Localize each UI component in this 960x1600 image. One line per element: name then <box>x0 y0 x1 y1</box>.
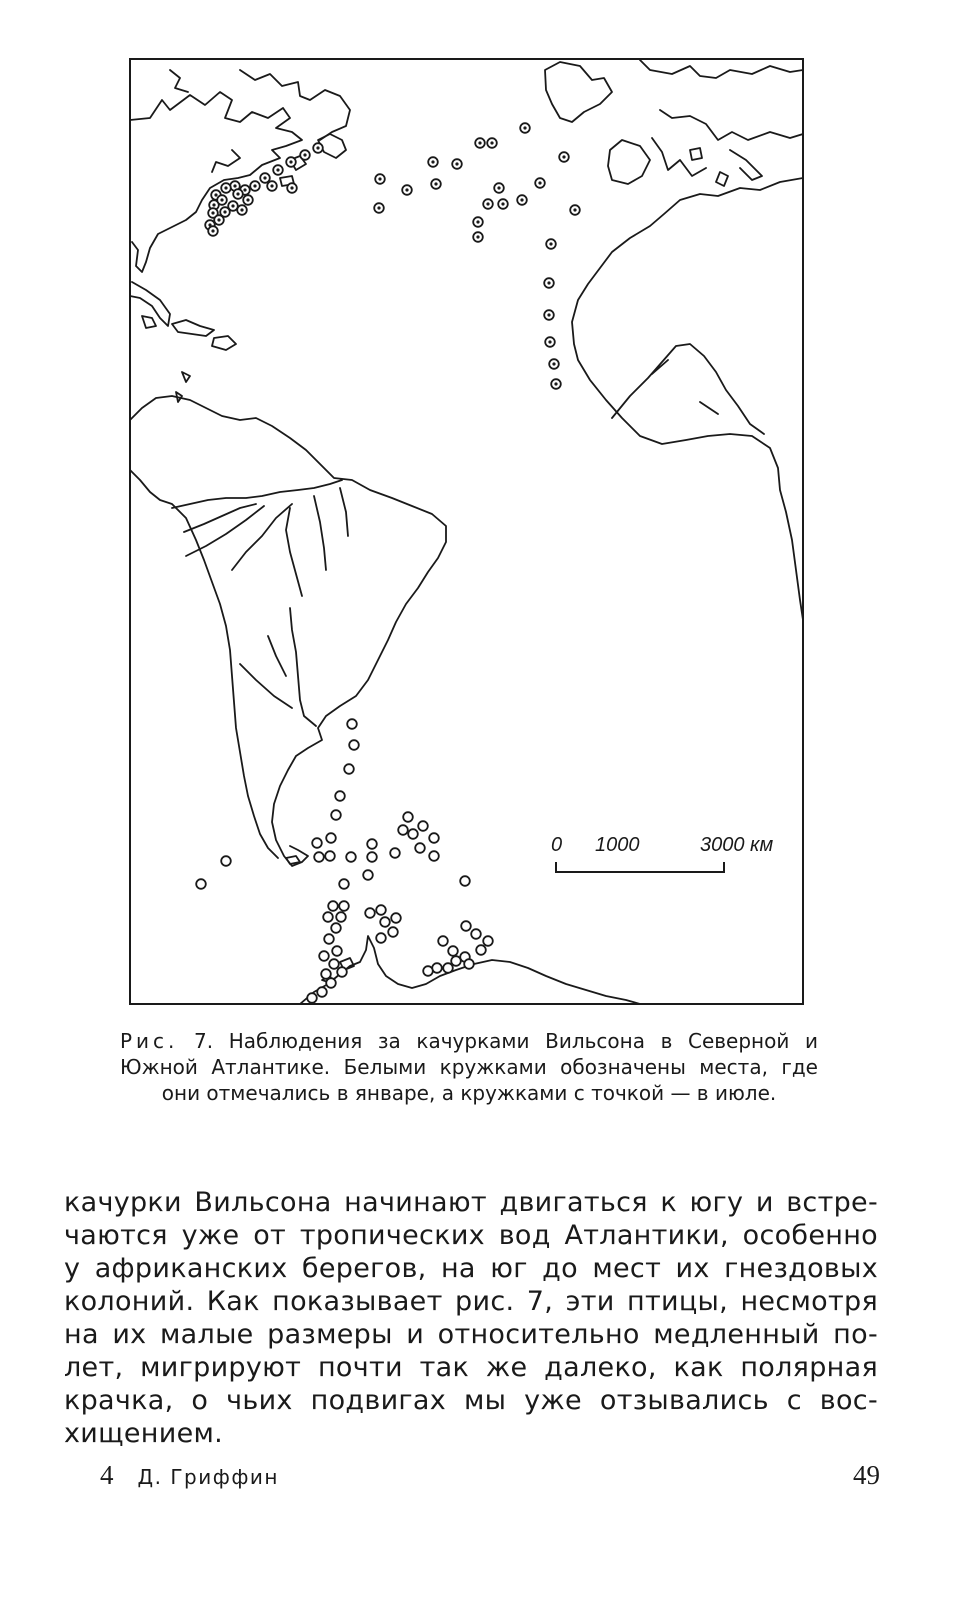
january-marker <box>321 969 331 979</box>
july-marker-dot <box>523 126 526 129</box>
july-marker-dot <box>303 153 306 156</box>
january-marker <box>367 839 377 849</box>
january-marker <box>418 821 428 831</box>
january-marker <box>448 946 458 956</box>
july-marker-dot <box>520 198 523 201</box>
january-marker <box>423 966 433 976</box>
july-marker-dot <box>486 202 489 205</box>
body-paragraph <box>64 1186 878 1450</box>
july-marker-dot <box>476 235 479 238</box>
july-marker-dot <box>211 211 214 214</box>
body-line: крачка, о чьих подвигах мы уже отзывались с вос- <box>64 1385 878 1416</box>
january-marker <box>337 967 347 977</box>
january-marker <box>380 917 390 927</box>
july-marker-dot <box>552 362 555 365</box>
january-marker <box>329 959 339 969</box>
january-marker <box>339 879 349 889</box>
january-marker <box>390 848 400 858</box>
january-marker <box>460 876 470 886</box>
january-marker <box>415 843 425 853</box>
july-marker-dot <box>573 208 576 211</box>
january-marker <box>451 956 461 966</box>
january-marker <box>408 829 418 839</box>
figure-map <box>129 58 804 1005</box>
july-marker-dot <box>270 184 273 187</box>
july-marker-dot <box>497 186 500 189</box>
signature-mark <box>100 1460 279 1491</box>
july-marker-dot <box>276 168 279 171</box>
scale-label-0: 0 <box>551 834 563 856</box>
january-marker <box>326 833 336 843</box>
january-marker <box>429 851 439 861</box>
january-marker <box>317 987 327 997</box>
page-number: 49 <box>853 1460 880 1490</box>
july-marker-dot <box>548 340 551 343</box>
july-marker-dot <box>538 181 541 184</box>
body-line: лет, мигрируют почти так же далеко, как полярная <box>64 1352 878 1383</box>
january-marker <box>483 936 493 946</box>
july-marker-dot <box>240 208 243 211</box>
january-marker <box>376 905 386 915</box>
caption-label: Рис. <box>120 1029 179 1053</box>
july-marker-dot <box>236 192 239 195</box>
july-marker-dot <box>562 155 565 158</box>
july-marker-dot <box>233 184 236 187</box>
july-marker-dot <box>289 160 292 163</box>
january-marker <box>332 946 342 956</box>
july-marker-dot <box>231 204 234 207</box>
january-marker <box>325 851 335 861</box>
july-marker-dot <box>246 198 249 201</box>
january-marker <box>443 963 453 973</box>
map-svg <box>129 58 804 1005</box>
body-line: чаются уже от тропических вод Атлантики, особенно <box>64 1220 878 1251</box>
july-marker-dot <box>547 313 550 316</box>
july-marker-dot <box>377 206 380 209</box>
july-marker-dot <box>224 186 227 189</box>
january-marker <box>476 945 486 955</box>
january-marker <box>335 791 345 801</box>
scale-label-3000-km: 3000 км <box>700 834 774 856</box>
january-marker <box>363 870 373 880</box>
july-marker-dot <box>501 202 504 205</box>
january-marker <box>438 936 448 946</box>
page-footer <box>100 1460 880 1500</box>
january-marker <box>326 978 336 988</box>
july-marker-dot <box>253 184 256 187</box>
july-marker-dot <box>212 203 215 206</box>
signature-author: Д. Гриффин <box>137 1465 280 1489</box>
january-marker <box>347 719 357 729</box>
july-marker-dot <box>290 186 293 189</box>
body-line: у африканских берегов, на юг до мест их гнездовых <box>64 1253 878 1284</box>
july-marker-dot <box>214 193 217 196</box>
january-marker <box>339 901 349 911</box>
january-marker <box>346 852 356 862</box>
july-marker-dot <box>220 198 223 201</box>
january-marker <box>323 912 333 922</box>
january-marker <box>367 852 377 862</box>
july-marker-dot <box>547 281 550 284</box>
january-marker <box>398 825 408 835</box>
july-marker-dot <box>490 141 493 144</box>
january-marker <box>221 856 231 866</box>
january-marker <box>324 934 334 944</box>
body-line: хищением. <box>64 1418 224 1449</box>
january-marker <box>196 879 206 889</box>
january-marker <box>388 927 398 937</box>
july-marker-dot <box>217 218 220 221</box>
january-marker <box>461 921 471 931</box>
july-marker-dot <box>549 242 552 245</box>
july-marker-dot <box>211 229 214 232</box>
january-marker <box>403 812 413 822</box>
signature-number: 4 <box>100 1460 114 1490</box>
january-marker <box>429 833 439 843</box>
january-marker <box>391 913 401 923</box>
january-marker <box>464 959 474 969</box>
january-marker <box>349 740 359 750</box>
july-marker-dot <box>263 176 266 179</box>
january-marker <box>319 951 329 961</box>
january-marker <box>312 838 322 848</box>
january-marker <box>314 852 324 862</box>
january-marker <box>307 993 317 1003</box>
january-marker <box>471 929 481 939</box>
january-marker <box>336 912 346 922</box>
july-marker-dot <box>378 177 381 180</box>
july-marker-dot <box>478 141 481 144</box>
july-marker-dot <box>476 220 479 223</box>
body-line: на их малые размеры и относительно медленный по- <box>64 1319 878 1350</box>
july-marker-dot <box>223 210 226 213</box>
january-marker <box>331 923 341 933</box>
january-marker <box>376 933 386 943</box>
caption-text: 7. Наблюдения за качурками Вильсона в Северной и Южной Атлантике. Белыми кружками обозначены места, где они отмечались в январе, а кружками с точкой — в июле. <box>120 1029 818 1105</box>
body-line: качурки Вильсона начинают двигаться к югу и встре- <box>64 1187 878 1218</box>
july-marker-dot <box>405 188 408 191</box>
july-marker-dot <box>554 382 557 385</box>
july-marker-dot <box>434 182 437 185</box>
january-marker <box>328 901 338 911</box>
figure-caption <box>120 1028 818 1106</box>
body-line: колоний. Как показывает рис. 7, эти птицы, несмотря <box>64 1286 878 1317</box>
july-marker-dot <box>243 188 246 191</box>
january-marker <box>331 810 341 820</box>
scale-label-1000: 1000 <box>595 834 640 856</box>
january-marker <box>365 908 375 918</box>
july-marker-dot <box>431 160 434 163</box>
july-marker-dot <box>316 146 319 149</box>
january-marker <box>344 764 354 774</box>
july-marker-dot <box>455 162 458 165</box>
